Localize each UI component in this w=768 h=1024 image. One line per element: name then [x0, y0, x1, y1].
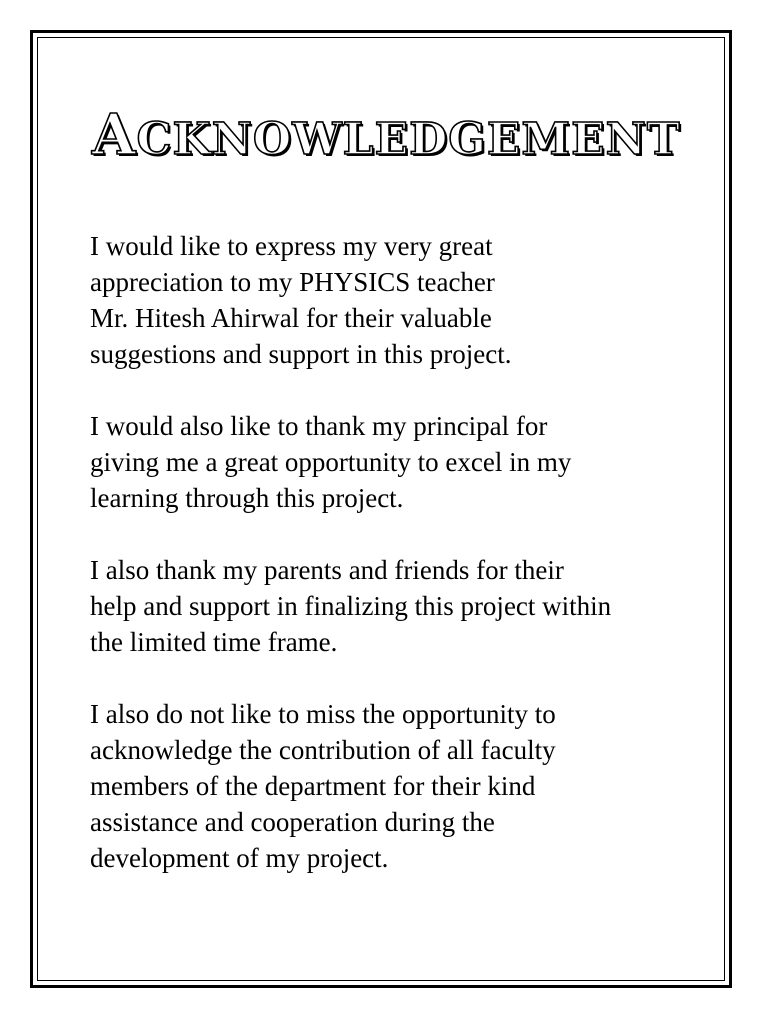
paragraph-parents: I also thank my parents and friends for their help and support in finalizing this project within the limited time frame. — [90, 555, 612, 657]
page-content — [90, 100, 690, 912]
page-title — [92, 100, 690, 170]
title-initial: A — [92, 102, 137, 168]
paragraph-principal: I would also like to thank my principal for giving me a great opportunity to excel in my learning through this project. — [90, 411, 572, 513]
title-rest: CKNOWLEDGEMENT — [136, 114, 681, 165]
paragraph-faculty: I also do not like to miss the opportunity to acknowledge the contribution of all faculty members of the department for their kind assistance and cooperation during the development of my project. — [90, 699, 556, 873]
paragraph-teacher: I would like to express my very great appreciation to my PHYSICS teacher Mr. Hitesh Ahirwal for their valuable suggestions and support in this project. — [90, 231, 512, 369]
